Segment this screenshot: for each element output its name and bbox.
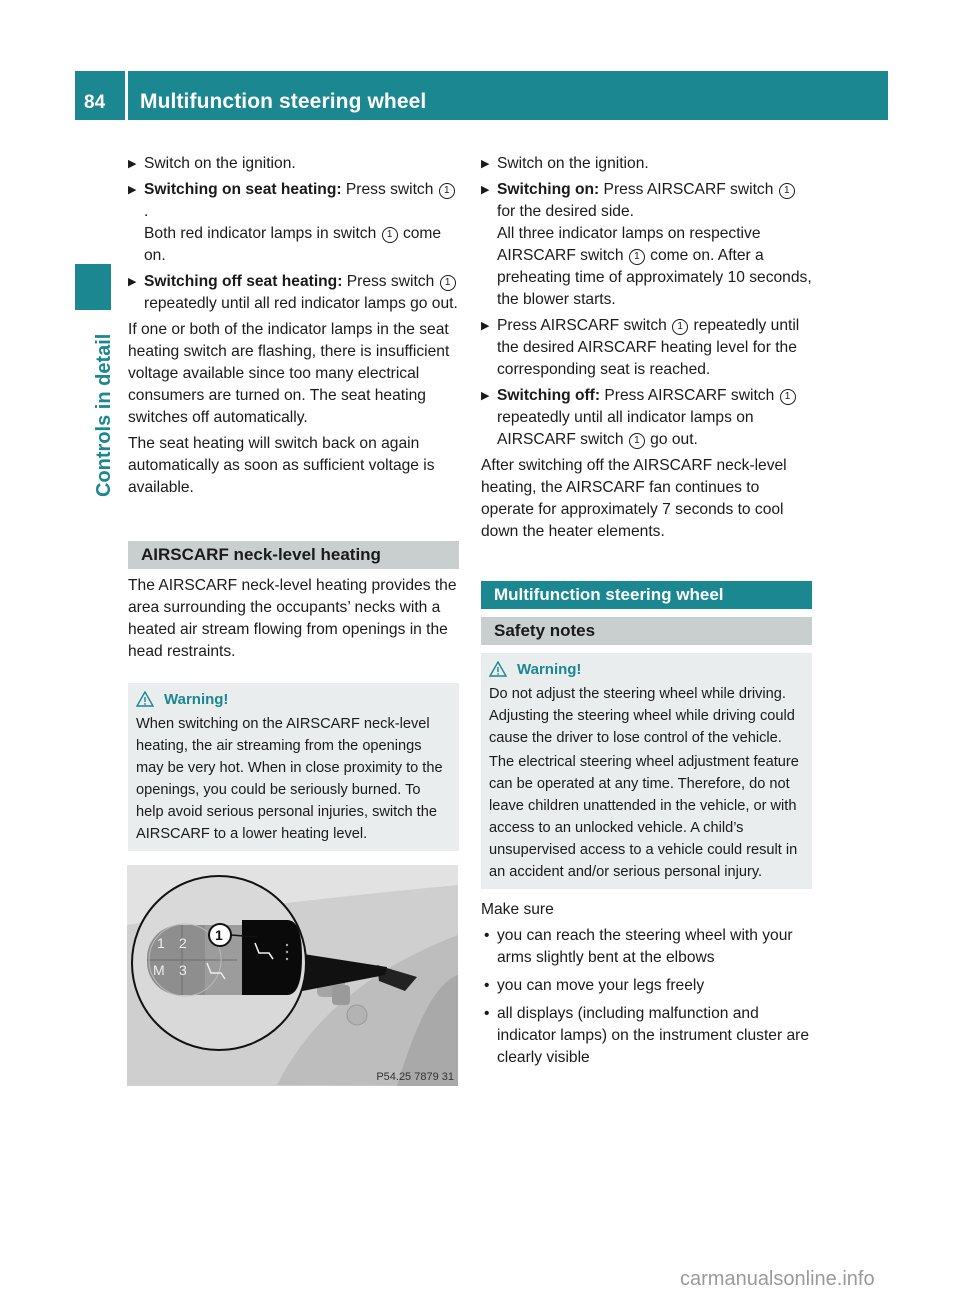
warning-text: Do not adjust the steering wheel while driving. Adjusting the steering wheel while driving could cause the driver to lose control of the vehicle. (489, 686, 795, 746)
right-column (481, 153, 812, 1075)
step-arrow-icon: ▶ (128, 184, 137, 196)
list-item: • you can reach the steering wheel with your arms slightly bent at the elbows (484, 927, 793, 966)
svg-text:2: 2 (179, 935, 187, 951)
step-arrow-icon: ▶ (128, 158, 137, 170)
bullet-icon: • (484, 1005, 490, 1022)
subsection-heading: AIRSCARF neck-level heating (128, 541, 459, 569)
callout-ref-icon: 1 (779, 183, 795, 199)
callout-ref-icon: 1 (672, 319, 688, 335)
step-item: ▶ Switch on the ignition. (128, 153, 459, 175)
warning-title: Warning! (136, 689, 451, 711)
door-panel-illustration (127, 865, 458, 1086)
step-arrow-icon: ▶ (481, 158, 490, 170)
warning-triangle-icon (489, 661, 507, 677)
callout-ref-icon: 1 (382, 227, 398, 243)
callout-ref-icon: 1 (439, 183, 455, 199)
watermark: carmanualsonline.info (680, 1268, 875, 1290)
warning-title: Warning! (489, 659, 804, 681)
svg-text:3: 3 (179, 962, 187, 978)
warning-text: When switching on the AIRSCARF neck-level heating, the air streaming from the openings may be very hot. When in close proximity to the openings, you could be seriously burned. To help avoid serious personal injuries, switch the AIRSCARF to a lower heating level. (136, 716, 443, 842)
paragraph: If one or both of the indicator lamps in the seat heating switch are flashing, there is insufficient voltage available since too many electrical consumers are turned on. The seat heating switches off automatically. (128, 321, 450, 426)
step-item: ▶ Switching on seat heating: Press switch 1. Both red indicator lamps in switch 1 come on. (128, 179, 459, 267)
warning-text: The electrical steering wheel adjustment feature can be operated at any time. Therefore, do not leave children unattended in the vehicle, or with access to an unlocked vehicle. A child’s unsupervised access to a vehicle could result in an accident and/or serious personal injury. (489, 754, 799, 880)
left-column (128, 153, 459, 851)
section-heading: Multifunction steering wheel (481, 581, 812, 609)
side-tab-marker (75, 264, 111, 310)
step-item: ▶ Switching on: Press AIRSCARF switch 1 for the desired side. All three indicator lamps on respective AIRSCARF switch 1 come on. After a preheating time of approximately 10 seconds, the blower starts. (481, 181, 812, 308)
step-item: ▶ Switching off seat heating: Press switch 1 repeatedly until all red indicator lamps go out. (128, 273, 458, 312)
list-item: • you can move your legs freely (481, 975, 812, 997)
svg-text:1: 1 (215, 927, 223, 943)
page-title: Multifunction steering wheel (140, 90, 427, 113)
paragraph: The AIRSCARF neck-level heating provides the area surrounding the occupants’ necks with a heated air stream flowing from openings in the head restraints. (128, 577, 457, 660)
svg-text:1: 1 (157, 935, 165, 951)
paragraph: The seat heating will switch back on again automatically as soon as sufficient voltage is available. (128, 435, 435, 496)
bullet-icon: • (484, 977, 490, 994)
side-tab-label: Controls in detail (93, 333, 115, 497)
callout-ref-icon: 1 (440, 275, 456, 291)
callout-ref-icon: 1 (629, 249, 645, 265)
page-number: 84 (84, 92, 106, 113)
svg-text:M: M (153, 962, 165, 978)
paragraph: After switching off the AIRSCARF neck-level heating, the AIRSCARF fan continues to operate for approximately 7 seconds to cool down the heater elements. (481, 457, 787, 540)
warning-triangle-icon (136, 691, 154, 707)
step-item: ▶ Press AIRSCARF switch 1 repeatedly until the desired AIRSCARF heating level for the corresponding seat is reached. (481, 317, 800, 378)
step-arrow-icon: ▶ (481, 390, 490, 402)
step-arrow-icon: ▶ (128, 276, 137, 288)
callout-ref-icon: 1 (780, 389, 796, 405)
step-item: ▶ Switch on the ignition. (481, 153, 812, 175)
paragraph: Make sure (481, 901, 554, 918)
warning-box (128, 683, 459, 851)
step-arrow-icon: ▶ (481, 184, 490, 196)
warning-box (481, 653, 812, 889)
step-arrow-icon: ▶ (481, 320, 490, 332)
step-item: ▶ Switching off: Press AIRSCARF switch 1 repeatedly until all indicator lamps on AIRSCARF switch 1 go out. (481, 385, 812, 451)
seat-switch-figure (127, 865, 458, 1086)
subsection-heading: Safety notes (481, 617, 812, 645)
list-item: • all displays (including malfunction and indicator lamps) on the instrument cluster are clearly visible (484, 1005, 810, 1066)
figure-code: P54.25 7879 31 (376, 1071, 454, 1083)
header-bar (128, 71, 888, 120)
page-number-box (75, 71, 125, 120)
bullet-icon: • (484, 927, 490, 944)
callout-ref-icon: 1 (629, 433, 645, 449)
